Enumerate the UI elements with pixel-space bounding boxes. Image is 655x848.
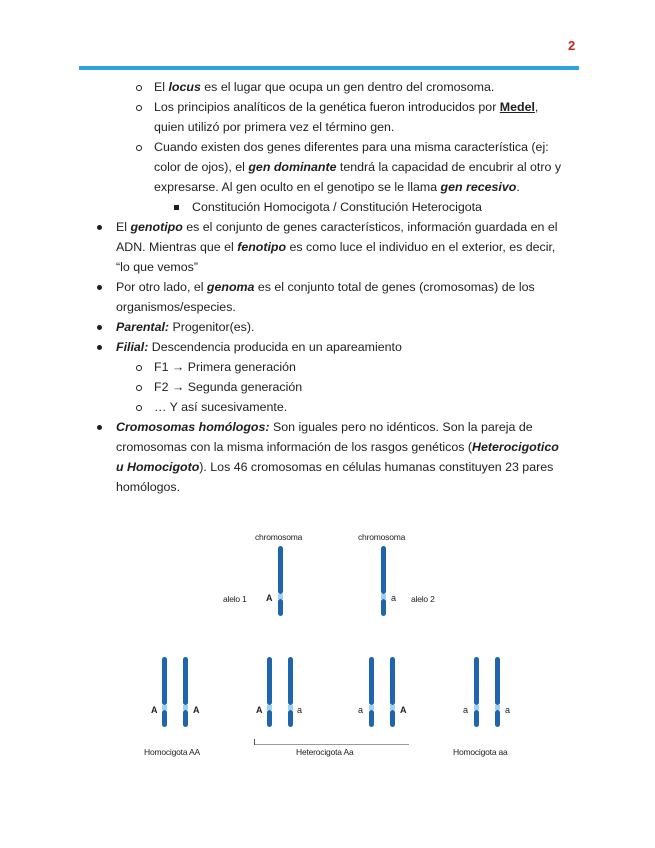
chromosome-pair1-left [162,657,167,727]
homologos-line-4: homólogos. [116,480,181,494]
caption-homocigota-AA: Homocigota AA [144,747,200,757]
genotipo-line-2: ADN. Mientras que el fenotipo es como luce el individuo en el exterior, es decir, [116,240,556,254]
pair3-left-allele: a [358,705,364,715]
circle-bullet-icon [136,365,142,371]
parental-term: Parental: [116,320,170,334]
caption-homocigota-aa: Homocigota aa [453,747,508,757]
dominante-line-2: color de ojos), el gen dominante tendrá la capacidad de encubrir al otro y [154,160,562,174]
circle-bullet-icon [136,145,142,151]
circle-bullet-icon [136,105,142,111]
circle-bullet-icon [136,85,142,91]
chromosome-label-2: chromosoma [358,532,406,542]
genotipo-term: genotipo [130,220,183,234]
homologos-line-3: u Homocigoto). Los 46 cromosomas en células humanas constituyen 23 pares [116,460,554,474]
disc-bullet-icon [97,425,102,430]
filial-item-f1: F1 → Primera generación [154,360,296,374]
pair4-left-allele: a [463,705,469,715]
pair4-right-allele: a [505,705,511,715]
gen-recesivo-term: gen recesivo [440,180,517,194]
circle-bullet-icon [136,405,142,411]
chromosome-pair2-left [267,657,272,727]
chromosome-label-1: chromosoma [255,532,303,542]
genotipo-line-3: “lo que vemos” [116,260,198,274]
genoma-line-1: Por otro lado, el genoma es el conjunto total de genes (cromosomas) de los [116,280,535,294]
allele-2-letter: a [391,593,397,603]
heterocigotico-term: Heterocigotico [472,440,559,454]
caption-heterocigota: Heterocigota Aa [296,747,354,757]
filial-line: Filial: Descendencia producida en un apareamiento [116,340,402,354]
chromosome-single-1 [278,546,283,616]
header-rule [79,66,579,70]
disc-bullet-icon [97,325,102,330]
fenotipo-term: fenotipo [237,240,287,254]
chromosome-single-2 [381,546,386,616]
principios-line-1: Los principios analíticos de la genética fueron introducidos por Medel, [154,100,539,114]
locus-term: locus [168,80,201,94]
gen-dominante-term: gen dominante [248,160,337,174]
chromosome-pair4-left [474,657,479,727]
allele-1-label: alelo 1 [223,594,247,604]
homologos-line-2: cromosomas con la misma información de los rasgos genéticos (Heterocigotico [116,440,559,454]
allele-2-label: alelo 2 [411,594,435,604]
circle-bullet-icon [136,385,142,391]
locus-line: El locus es el lugar que ocupa un gen dentro del cromosoma. [154,80,495,94]
square-bullet-icon [174,205,179,210]
dominante-line-3: expresarse. Al gen oculto en el genotipo se le llama gen recesivo. [154,180,520,194]
chromosome-pair2-right [288,657,293,727]
medel-name: Medel [499,100,535,114]
filial-item-f2: F2 → Segunda generación [154,380,303,394]
disc-bullet-icon [97,285,102,290]
allele-1-letter: A [266,593,273,603]
heterocigota-bracket-tick [254,739,255,745]
homocigoto-term: u Homocigoto [116,460,200,474]
homologos-term: Cromosomas homólogos: [116,420,270,434]
chromosome-pair4-right [495,657,500,727]
filial-term: Filial: [116,340,149,354]
genoma-line-2: organismos/especies. [116,300,236,314]
filial-item-etc: … Y así sucesivamente. [154,400,288,414]
parental-line: Parental: Progenitor(es). [116,320,255,334]
chromosome-figure [0,520,655,770]
disc-bullet-icon [97,345,102,350]
disc-bullet-icon [97,225,102,230]
pair2-left-allele: A [256,705,263,715]
pair1-right-allele: A [193,705,200,715]
chromosome-pair3-right [390,657,395,727]
principios-line-2: quien utilizó por primera vez el término gen. [154,120,395,134]
constitucion-line: Constitución Homocigota / Constitución Heterocigota [192,200,482,214]
pair3-right-allele: A [400,705,407,715]
genoma-term: genoma [206,280,255,294]
dominante-line-1: Cuando existen dos genes diferentes para una misma característica (ej: [154,140,549,154]
pair1-left-allele: A [151,705,158,715]
genotipo-line-1: El genotipo es el conjunto de genes característicos, información guardada en el [116,220,558,234]
pair2-right-allele: a [297,705,303,715]
chromosome-pair1-right [183,657,188,727]
page-number: 2 [568,38,576,53]
homologos-line-1: Cromosomas homólogos: Son iguales pero no idénticos. Son la pareja de [116,420,533,434]
chromosome-pair3-left [369,657,374,727]
heterocigota-bracket [254,744,409,745]
